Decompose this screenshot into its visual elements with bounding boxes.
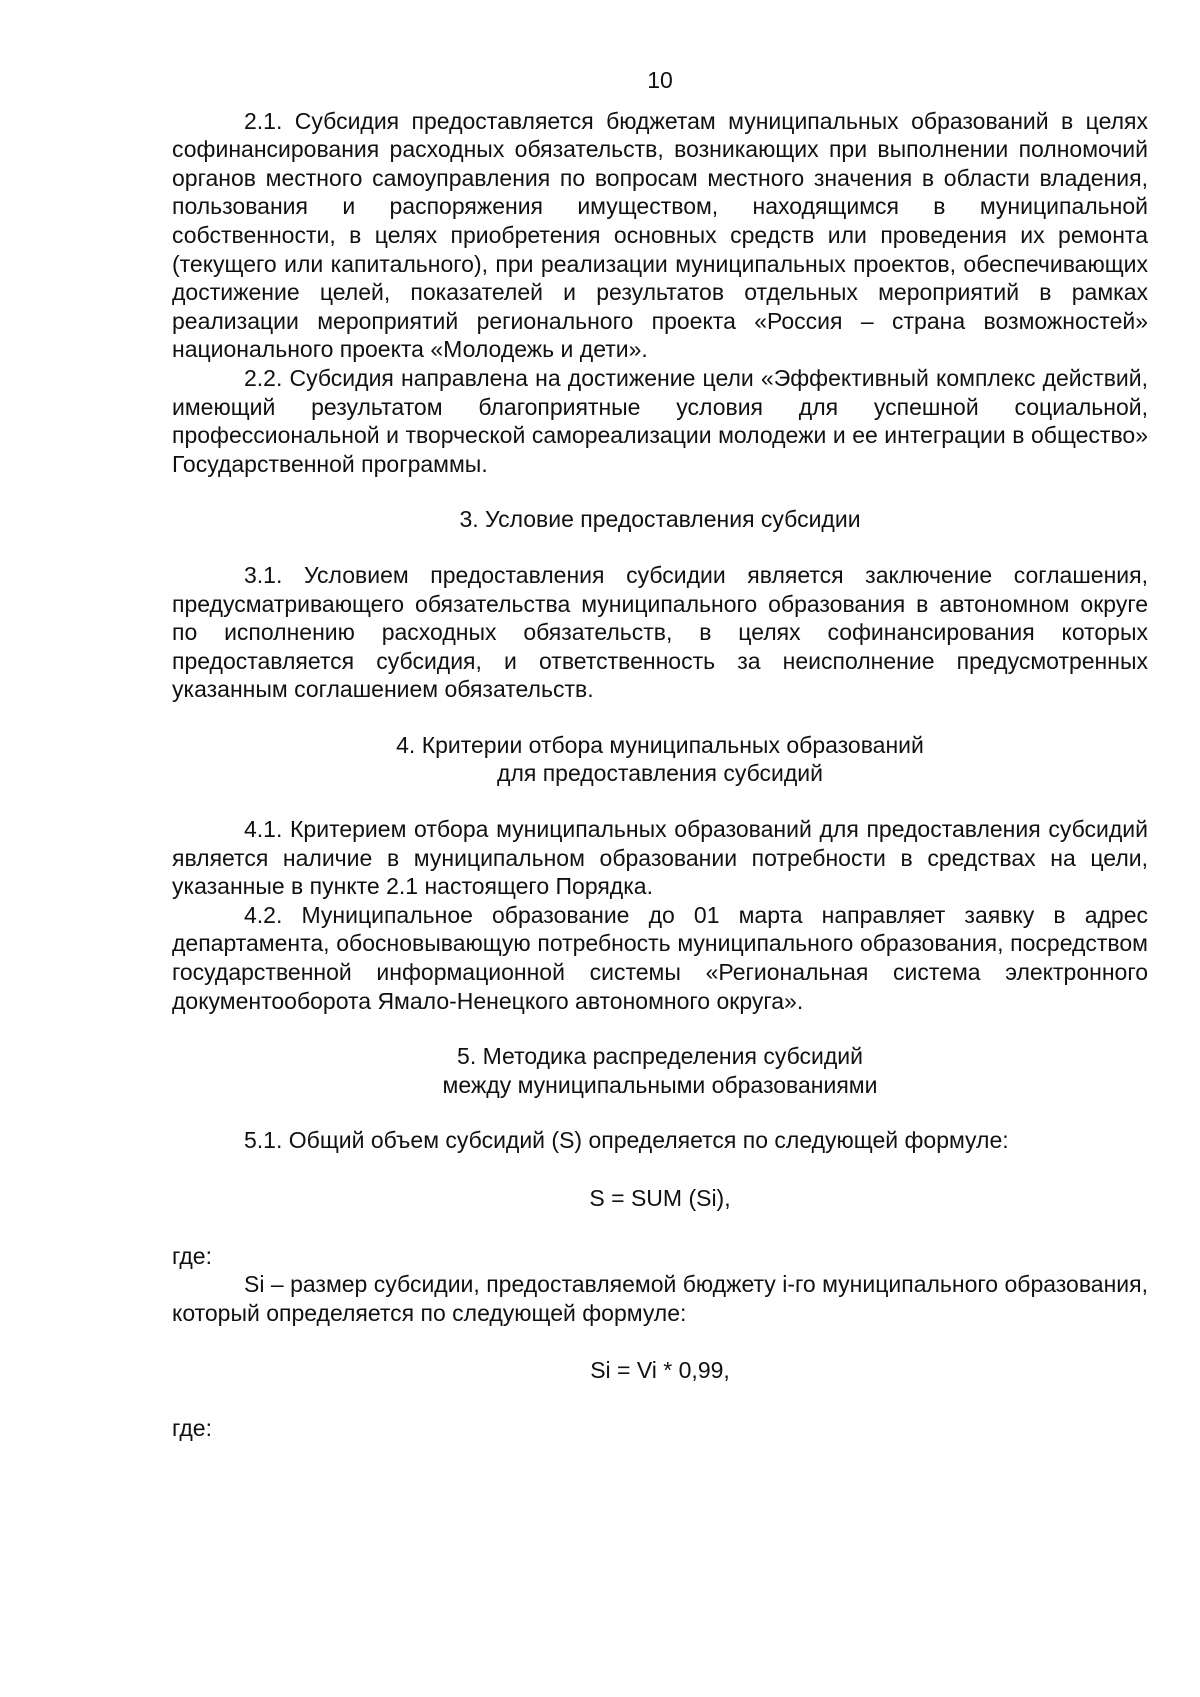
section-heading-5-line1: 5. Методика распределения субсидий <box>457 1043 863 1070</box>
section-heading-5 <box>172 1042 1148 1099</box>
paragraph-2-2: 2.2. Субсидия направлена на достижение цели «Эффективный комплекс действий, имеющий результатом благоприятные условия для успешной социальной, профессиональной и творческой самореализации молодежи и ее интеграции в общество» Государственной программы. <box>172 364 1148 477</box>
page-number: 10 <box>647 67 673 93</box>
paragraph-5-1: 5.1. Общий объем субсидий (S) определяется по следующей формуле: <box>244 1127 1009 1154</box>
section-heading-3-text: 3. Условие предоставления субсидии <box>459 506 861 533</box>
formula-total-subsidy: S = SUM (Si), <box>589 1185 731 1211</box>
where-label-1: где: <box>172 1242 212 1269</box>
paragraph-2-1: 2.1. Субсидия предоставляется бюджетам муниципальных образований в целях софинансирования расходных обязательств, возникающих при выполнении полномочий органов местного самоуправления по вопросам местного значения в области владения, пользования и распоряжения имуществом, находящимся в муниципальной собственности, в целях приобретения основных средств или проведения их ремонта (текущего или капитального), при реализации муниципальных проектов, обеспечивающих достижение целей, показателей и результатов отдельных мероприятий в рамках реализации мероприятий регионального проекта «Россия – страна возможностей» национального проекта «Молодежь и дети». <box>172 107 1148 363</box>
paragraph-4-2: 4.2. Муниципальное образование до 01 марта направляет заявку в адрес департамента, обосновывающую потребность муниципального образования, посредством государственной информационной системы «Региональная система электронного документооборота Ямало-Ненецкого автономного округа». <box>172 901 1148 1014</box>
paragraph-si-definition: Si – размер субсидии, предоставляемой бюджету i-го муниципального образования, который определяется по следующей формуле: <box>172 1271 1148 1326</box>
paragraph-4-1: 4.1. Критерием отбора муниципальных образований для предоставления субсидий является наличие в муниципальном образовании потребности в средствах на цели, указанные в пункте 2.1 настоящего Порядка. <box>172 816 1148 900</box>
where-label-2: где: <box>172 1414 212 1441</box>
paragraph-3-1: 3.1. Условием предоставления субсидии является заключение соглашения, предусматривающего обязательства муниципального образования в автономном округе по исполнению расходных обязательств, в целях софинансирования которых предоставляется субсидия, и ответственность за неисполнение предусмотренных указанным соглашением обязательств. <box>172 561 1148 703</box>
formula-si: Si = Vi * 0,99, <box>590 1357 730 1384</box>
section-heading-3 <box>172 505 1148 534</box>
section-heading-4 <box>172 731 1148 788</box>
section-heading-5-line2: между муниципальными образованиями <box>442 1071 878 1098</box>
section-heading-4-line2: для предоставления субсидий <box>497 760 823 787</box>
section-heading-4-line1: 4. Критерии отбора муниципальных образований <box>396 731 924 758</box>
